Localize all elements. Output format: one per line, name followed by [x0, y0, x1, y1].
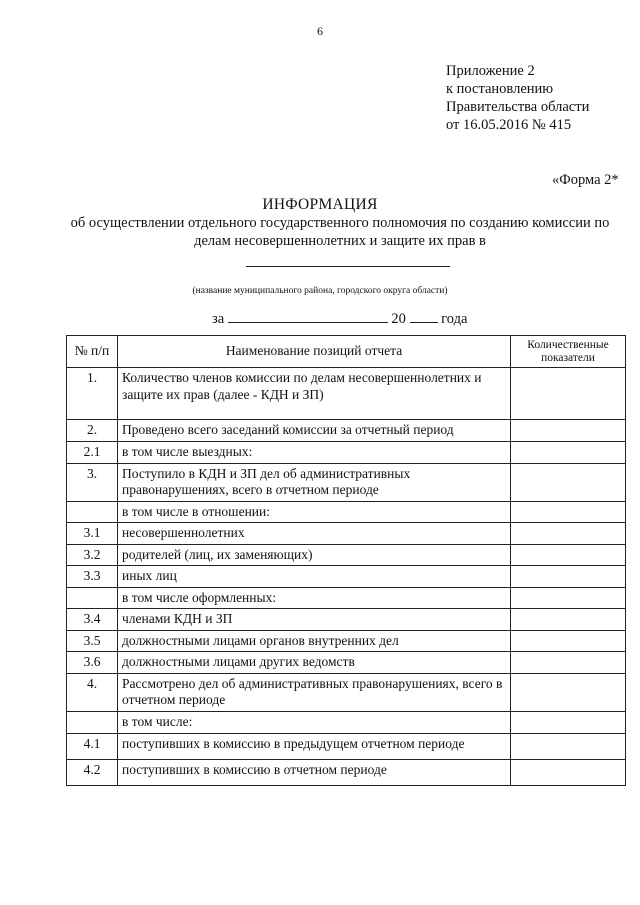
table-row	[67, 463, 626, 501]
row-value-cell[interactable]	[511, 587, 626, 609]
row-number: 4.2	[67, 759, 118, 785]
row-value-cell[interactable]	[511, 566, 626, 588]
row-label: родителей (лиц, их заменяющих)	[118, 544, 511, 566]
row-value-cell[interactable]	[511, 711, 626, 733]
table-row	[67, 566, 626, 588]
period-prefix: за	[212, 311, 225, 327]
table-header-row	[67, 336, 626, 368]
row-label: должностными лицами других ведомств	[118, 652, 511, 674]
row-label: в том числе оформленных:	[118, 587, 511, 609]
form-label: «Форма 2*	[552, 172, 619, 188]
period-suffix: года	[441, 311, 468, 327]
table-row	[67, 501, 626, 523]
row-number: 2.1	[67, 442, 118, 464]
table-row	[67, 630, 626, 652]
row-label: иных лиц	[118, 566, 511, 588]
year-prefix: 20	[391, 311, 406, 327]
row-number: 3.4	[67, 609, 118, 631]
row-value-cell[interactable]	[511, 368, 626, 420]
row-value-cell[interactable]	[511, 442, 626, 464]
appendix-line: от 16.05.2016 № 415	[446, 117, 572, 133]
table-row	[67, 442, 626, 464]
table-row	[67, 759, 626, 785]
row-number	[67, 711, 118, 733]
table-row	[67, 673, 626, 711]
appendix-line: Правительства области	[446, 99, 590, 115]
row-label: Поступило в КДН и ЗП дел об административных правонарушениях, всего в отчетном периоде	[118, 463, 511, 501]
table-row	[67, 587, 626, 609]
row-label: членами КДН и ЗП	[118, 609, 511, 631]
row-number	[67, 587, 118, 609]
row-label: поступивших в комиссию в предыдущем отчетном периоде	[118, 733, 511, 759]
appendix-line: Приложение 2	[446, 63, 535, 79]
appendix-reference	[446, 62, 589, 134]
row-label: Проведено всего заседаний комиссии за отчетный период	[118, 420, 511, 442]
table-row	[67, 733, 626, 759]
year-field[interactable]	[410, 308, 438, 323]
page-number: 6	[317, 24, 323, 38]
document-title: ИНФОРМАЦИЯ	[262, 196, 378, 213]
table-row	[67, 368, 626, 420]
header-values: Количественные показатели	[511, 336, 626, 368]
document-subtitle: об осуществлении отдельного государственного полномочия по созданию комиссии по делам несовершеннолетних и защите их прав в	[70, 215, 610, 249]
row-number: 3.	[67, 463, 118, 501]
row-value-cell[interactable]	[511, 501, 626, 523]
header-number: № п/п	[67, 336, 118, 368]
row-number: 3.1	[67, 523, 118, 545]
appendix-line: к постановлению	[446, 81, 554, 97]
table-row	[67, 523, 626, 545]
row-label: Рассмотрено дел об административных правонарушениях, всего в отчетном периоде	[118, 673, 511, 711]
row-value-cell[interactable]	[511, 609, 626, 631]
row-value-cell[interactable]	[511, 630, 626, 652]
row-value-cell[interactable]	[511, 544, 626, 566]
row-label: Количество членов комиссии по делам несовершеннолетних и защите их прав (далее - КДН и ЗП)	[118, 368, 511, 420]
header-name: Наименование позиций отчета	[118, 336, 511, 368]
row-value-cell[interactable]	[511, 523, 626, 545]
row-number: 4.	[67, 673, 118, 711]
municipality-caption: (название муниципального района, городского округа области)	[192, 286, 448, 296]
table-row	[67, 652, 626, 674]
row-number	[67, 501, 118, 523]
row-label: в том числе в отношении:	[118, 501, 511, 523]
row-number: 3.3	[67, 566, 118, 588]
row-label: должностными лицами органов внутренних дел	[118, 630, 511, 652]
row-value-cell[interactable]	[511, 759, 626, 785]
row-number: 4.1	[67, 733, 118, 759]
row-value-cell[interactable]	[511, 733, 626, 759]
row-value-cell[interactable]	[511, 463, 626, 501]
reporting-period	[212, 308, 467, 328]
row-value-cell[interactable]	[511, 673, 626, 711]
row-number: 3.6	[67, 652, 118, 674]
period-field[interactable]	[228, 308, 388, 323]
row-number: 3.5	[67, 630, 118, 652]
row-label: в том числе выездных:	[118, 442, 511, 464]
municipality-name-field[interactable]	[246, 266, 450, 267]
table-row	[67, 609, 626, 631]
row-value-cell[interactable]	[511, 652, 626, 674]
row-number: 3.2	[67, 544, 118, 566]
row-label: несовершеннолетних	[118, 523, 511, 545]
table-row	[67, 711, 626, 733]
row-label: поступивших в комиссию в отчетном периоде	[118, 759, 511, 785]
row-label: в том числе:	[118, 711, 511, 733]
table-row	[67, 544, 626, 566]
table-row	[67, 420, 626, 442]
report-table	[66, 335, 626, 786]
row-value-cell[interactable]	[511, 420, 626, 442]
row-number: 1.	[67, 368, 118, 420]
row-number: 2.	[67, 420, 118, 442]
